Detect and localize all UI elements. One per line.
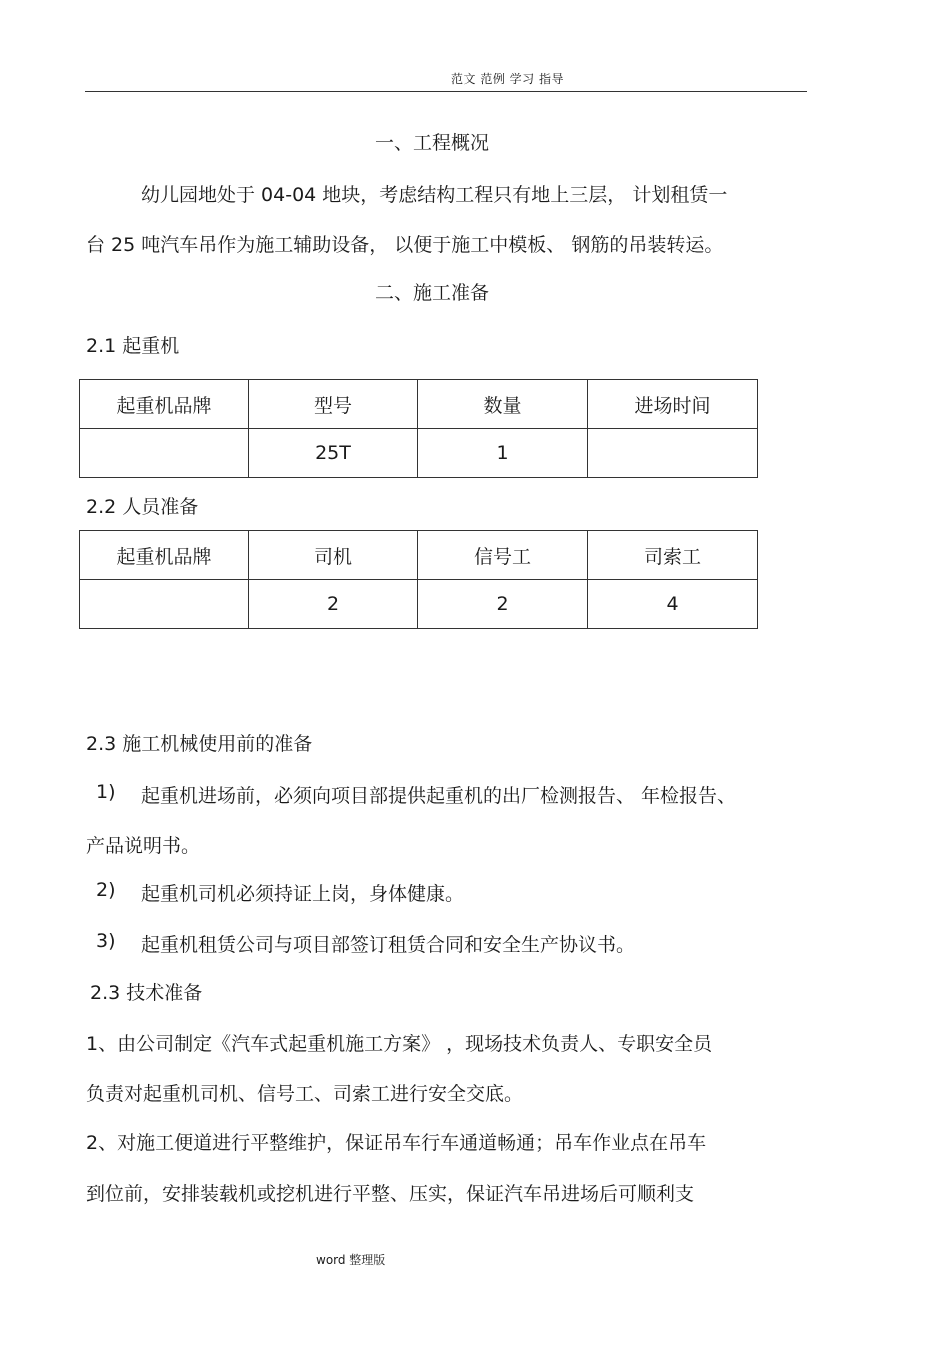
table-header-cell: 起重机品牌: [80, 531, 249, 580]
list-item-number: 3): [96, 930, 116, 952]
crane-table: [79, 379, 758, 478]
subsection-personnel-heading: 2.2 人员准备: [86, 496, 199, 518]
table-cell: 2: [418, 580, 588, 629]
table-row: [80, 429, 758, 478]
personnel-table: [79, 530, 758, 629]
subsection-machinery-heading: 2.3 施工机械使用前的准备: [86, 733, 313, 755]
table-header-row: [80, 531, 758, 580]
table-cell: 4: [588, 580, 758, 629]
section2-title: 二、施工准备: [375, 282, 490, 304]
technical-item1-line1: 1、由公司制定《汽车式起重机施工方案》 ，现场技术负责人、专职安全员: [86, 1033, 713, 1055]
list-item-text: 起重机租赁公司与项目部签订租赁合同和安全生产协议书。: [141, 934, 636, 956]
table-header-cell: 进场时间: [588, 380, 758, 429]
table-header-cell: 起重机品牌: [80, 380, 249, 429]
table-row: [80, 580, 758, 629]
table-cell: 25T: [249, 429, 418, 478]
page-footer: word 整理版: [316, 1253, 386, 1267]
table-header-cell: 司机: [249, 531, 418, 580]
header-divider: [85, 91, 807, 92]
table-header-cell: 型号: [249, 380, 418, 429]
list-item-number: 2): [96, 879, 116, 901]
subsection-technical-heading: 2.3 技术准备: [90, 982, 203, 1004]
technical-item2-line2: 到位前，安排装载机或挖机进行平整、压实，保证汽车吊进场后可顺利支: [86, 1183, 695, 1205]
table-header-cell: 信号工: [418, 531, 588, 580]
technical-item1-line2: 负责对起重机司机、信号工、司索工进行安全交底。: [86, 1083, 524, 1105]
section1-paragraph-line1: 幼儿园地处于 04-04 地块，考虑结构工程只有地上三层， 计划租赁一: [141, 184, 728, 206]
subsection-crane-heading: 2.1 起重机: [86, 335, 180, 357]
table-cell: [80, 580, 249, 629]
list-item-continuation: 产品说明书。: [86, 835, 201, 857]
list-item-text: 起重机司机必须持证上岗，身体健康。: [141, 883, 465, 905]
table-cell: [588, 429, 758, 478]
list-item-number: 1): [96, 781, 116, 803]
table-header-cell: 数量: [418, 380, 588, 429]
table-cell: 2: [249, 580, 418, 629]
section1-paragraph-line2: 台 25 吨汽车吊作为施工辅助设备， 以便于施工中模板、 钢筋的吊装转运。: [86, 234, 724, 256]
section1-title: 一、工程概况: [375, 132, 490, 154]
table-cell: [80, 429, 249, 478]
table-header-row: [80, 380, 758, 429]
table-cell: 1: [418, 429, 588, 478]
technical-item2-line1: 2、对施工便道进行平整维护，保证吊车行车通道畅通；吊车作业点在吊车: [86, 1132, 707, 1154]
table-header-cell: 司索工: [588, 531, 758, 580]
page-header: 范文 范例 学习 指导: [451, 72, 564, 86]
list-item-text: 起重机进场前，必须向项目部提供起重机的出厂检测报告、 年检报告、: [141, 785, 737, 807]
